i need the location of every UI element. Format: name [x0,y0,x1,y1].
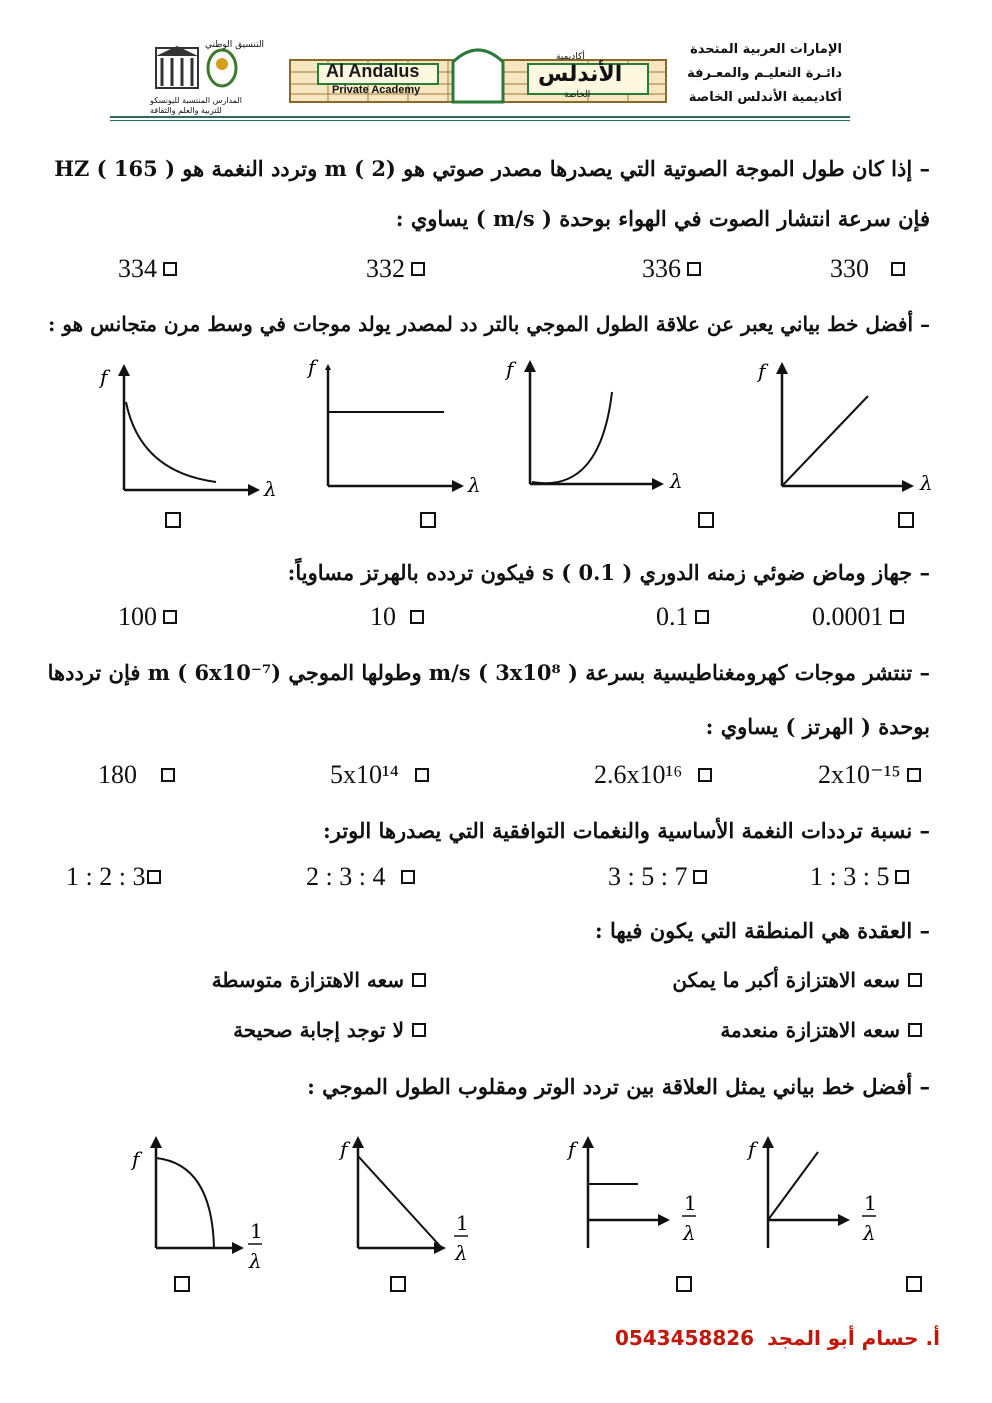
q7-graph-2 [330,1130,490,1280]
unesco-sub-text: المدارس المنتسبة لليونسكو [150,96,242,105]
q7-checkbox-3[interactable] [676,1276,692,1292]
q2-checkbox-4[interactable] [898,512,914,528]
option-label: سعه الاهتزازة متوسطة [211,968,404,992]
checkbox-icon[interactable] [147,870,161,884]
q3-text: – جهاز وماض ضوئي زمنه الدوري s ( 0.1 ) فيكون تردده بالهرتز مساوياً: [287,560,930,585]
option-label: 5x10¹⁴ [330,760,399,789]
checkbox-icon[interactable] [411,262,425,276]
checkbox-icon[interactable] [412,973,426,987]
option-label: 330 [830,254,869,283]
option-label: 0.0001 [812,602,884,631]
checkbox-icon[interactable] [908,973,922,987]
checkbox-icon[interactable] [415,768,429,782]
academy-name-en: Al Andalus [326,61,420,81]
option-label: 2 : 3 : 4 [306,862,386,891]
header-title-3: أكاديمية الأندلس الخاصة [688,90,842,105]
q4-option-4[interactable] [818,760,921,790]
checkbox-icon[interactable] [895,870,909,884]
y-axis-label: f [758,359,766,383]
x-axis-label: λ [920,471,933,495]
q7-graph-4 [740,1130,900,1280]
x-axis-label: λ [670,469,683,493]
q1-text-2: فإن سرعة انتشار الصوت في الهواء بوحدة ( m/s ) يساوي : [395,206,930,231]
x-axis-num: 1 [684,1191,697,1215]
checkbox-icon[interactable] [687,262,701,276]
checkbox-icon[interactable] [412,1023,426,1037]
academy-name-ar-bottom: الخاصة [564,90,591,100]
checkbox-icon[interactable] [695,610,709,624]
option-label: 336 [642,254,681,283]
checkbox-icon[interactable] [907,768,921,782]
x-axis-num: 1 [250,1219,263,1243]
q6-text: – العقدة هي المنطقة التي يكون فيها : [594,918,930,943]
option-label: 334 [118,254,157,283]
q2-checkbox-1[interactable] [165,512,181,528]
option-label: 180 [98,760,137,789]
q5-option-1[interactable] [66,862,161,892]
q5-option-2[interactable] [306,862,415,892]
q4-text-2: بوحدة ( الهرتز ) يساوي : [705,714,930,739]
x-axis-num: 1 [456,1211,469,1235]
q1-option-4[interactable] [830,254,905,284]
y-axis-label: f [340,1137,348,1161]
q3-option-1[interactable] [118,602,177,632]
option-label: 1 : 3 : 5 [810,862,890,891]
option-label: 10 [370,602,396,631]
footer-credit [615,1326,940,1350]
header-divider-2 [110,120,850,121]
header-title-2: دائـرة التعليـم والمعـرفة [687,66,842,81]
checkbox-icon[interactable] [698,768,712,782]
q7-graph-1 [128,1130,288,1280]
q2-graph-1 [96,362,276,502]
q4-option-2[interactable] [330,760,429,790]
option-label: سعه الاهتزازة أكبر ما يمكن [672,968,900,992]
x-axis-label: λ [468,473,481,497]
q6-option-2[interactable] [212,968,426,992]
q5-option-3[interactable] [608,862,707,892]
option-label: 2x10⁻¹⁵ [818,760,901,789]
option-label: 100 [118,602,157,631]
q7-text: – أفضل خط بياني يمثل العلاقة بين تردد الوتر ومقلوب الطول الموجي : [307,1074,930,1099]
q4-text: – تنتشر موجات كهرومغناطيسية بسرعة m/s ( 3x10⁸ ) وطولها الموجي m ( 6x10⁻⁷) فإن ترددها [47,660,930,685]
x-axis-den: λ [249,1249,262,1273]
x-axis-num: 1 [864,1191,877,1215]
option-label: 332 [366,254,405,283]
x-axis-den: λ [683,1221,696,1245]
checkbox-icon[interactable] [161,768,175,782]
q7-graph-3 [560,1130,720,1280]
checkbox-icon[interactable] [163,610,177,624]
y-axis-label: f [506,357,514,381]
q7-checkbox-1[interactable] [174,1276,190,1292]
option-label: 3 : 5 : 7 [608,862,688,891]
q3-option-3[interactable] [656,602,709,632]
q2-graph-2 [300,356,480,496]
q6-option-4[interactable] [233,1018,426,1042]
x-axis-den: λ [863,1221,876,1245]
option-label: لا توجد إجابة صحيحة [233,1018,404,1042]
q4-option-3[interactable] [594,760,712,790]
q7-checkbox-4[interactable] [906,1276,922,1292]
teacher-phone: 0543458826 [614,1326,755,1350]
checkbox-icon[interactable] [908,1023,922,1037]
academy-name-ar-top: أكاديمية [556,52,585,62]
q2-text: – أفضل خط بياني يعبر عن علاقة الطول الموجي بالتر دد لمصدر يولد موجات في وسط مرن متجانس هو : [47,312,930,336]
teacher-name: أ. حسام أبو المجد [767,1326,940,1350]
q2-graph-4 [756,356,936,496]
y-axis-label: f [748,1137,756,1161]
checkbox-icon[interactable] [163,262,177,276]
y-axis-label: f [568,1137,576,1161]
q6-option-3[interactable] [720,1018,922,1042]
q1-option-1[interactable] [118,254,177,284]
academy-name-ar-main: الأندلس [538,62,623,87]
header-title-1: الإمارات العربية المتحدة [690,42,842,57]
option-label: 0.1 [656,602,689,631]
q1-option-2[interactable] [366,254,425,284]
checkbox-icon[interactable] [890,610,904,624]
checkbox-icon[interactable] [401,870,415,884]
q1-option-3[interactable] [642,254,701,284]
unesco-top-text: التنسيق الوطني [205,40,265,50]
academy-name-en-sub: Private Academy [332,84,421,96]
y-axis-label: f [132,1147,140,1171]
option-label: 1 : 2 : 3 [66,862,146,891]
q1-text: – إذا كان طول الموجة الصوتية التي يصدرها مصدر صوتي هو m ( 2) وتردد النغمة هو HZ ( 165 ) [54,156,930,181]
q3-option-2[interactable] [370,602,424,632]
q7-checkbox-2[interactable] [390,1276,406,1292]
checkbox-icon[interactable] [410,610,424,624]
q6-option-1[interactable] [672,968,922,992]
q2-checkbox-2[interactable] [420,512,436,528]
checkbox-icon[interactable] [891,262,905,276]
y-axis-label: f [308,355,316,379]
x-axis-label: λ [264,477,277,501]
header-divider [110,116,850,118]
q5-option-4[interactable] [810,862,909,892]
q3-option-4[interactable] [812,602,904,632]
q5-text: – نسبة ترددات النغمة الأساسية والنغمات التوافقية التي يصدرها الوتر: [322,818,930,843]
q4-option-1[interactable] [98,760,175,790]
y-axis-label: f [100,365,108,389]
checkbox-icon[interactable] [693,870,707,884]
option-label: سعه الاهتزازة منعدمة [720,1018,900,1042]
q2-checkbox-3[interactable] [698,512,714,528]
option-label: 2.6x10¹⁶ [594,760,683,789]
q2-graph-3 [500,354,683,494]
unesco-line3-text: للتربية والعلم والثقافة [150,106,222,115]
x-axis-den: λ [455,1241,468,1265]
academy-banner [288,40,668,108]
